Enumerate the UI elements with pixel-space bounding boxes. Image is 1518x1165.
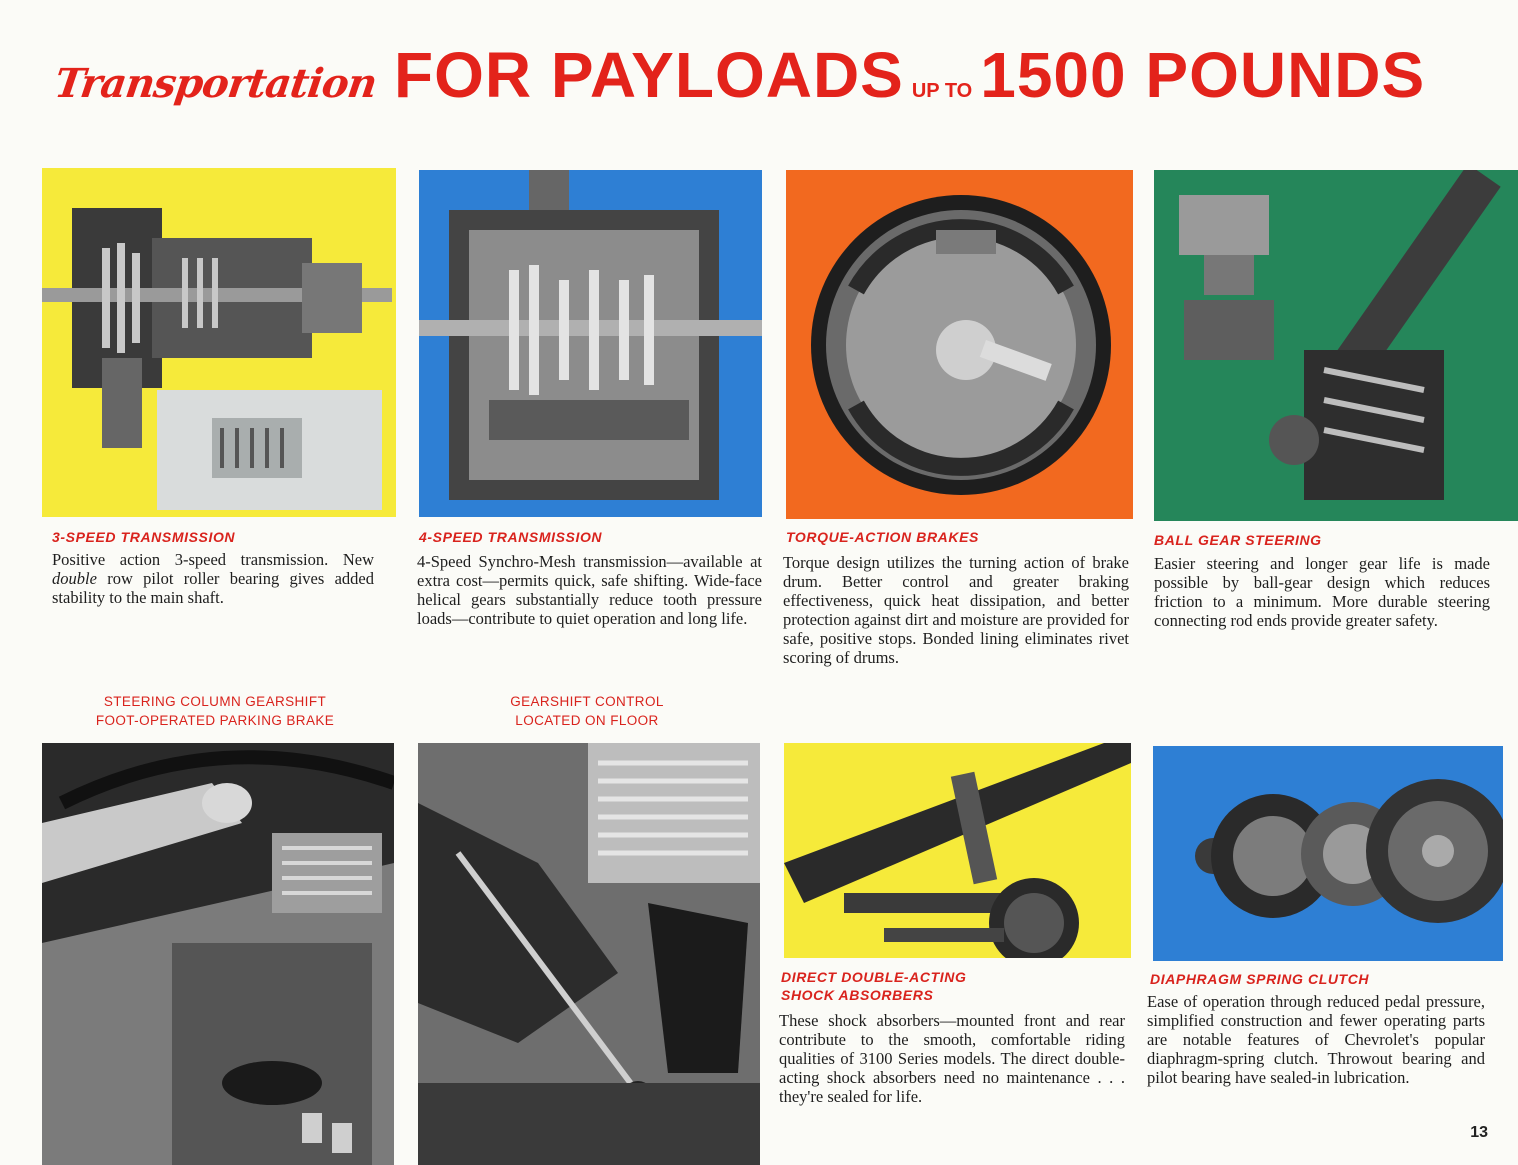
steering-column-photo xyxy=(42,743,394,1165)
shock-absorber-illustration xyxy=(784,743,1131,958)
title-main-1: FOR PAYLOADS xyxy=(394,39,904,111)
clutch-illustration xyxy=(1153,746,1503,961)
transmission-4speed-illustration xyxy=(419,170,762,517)
caption-steering: BALL GEAR STEERING xyxy=(1154,532,1322,548)
page-number: 13 xyxy=(1470,1124,1488,1141)
emphasis-double: double xyxy=(52,569,97,588)
text-4speed: 4-Speed Synchro-Mesh transmission—available at extra cost—permits quick, safe shifting. Wide-face helical gears substantially reduce tooth pressure loads—contribute to quiet operation and long life. xyxy=(417,552,762,628)
text-3speed: Positive action 3-speed transmission. New double row pilot roller bearing gives added stability to the main shaft. xyxy=(52,550,374,607)
floor-gearshift-photo xyxy=(418,743,760,1165)
caption-4speed: 4-SPEED TRANSMISSION xyxy=(419,529,603,545)
brakes-illustration xyxy=(786,170,1133,519)
title-small: UP TO xyxy=(911,80,973,102)
text-clutch: Ease of operation through reduced pedal pressure, simplified construction and fewer operating parts are notable features of Chevrolet's popular diaphragm-spring clutch. Throwout bearing and pilot bearing have sealed-in lubrication. xyxy=(1147,992,1485,1087)
caption-shock-absorbers: DIRECT DOUBLE-ACTING SHOCK ABSORBERS xyxy=(781,969,967,1003)
caption-brakes: TORQUE-ACTION BRAKES xyxy=(786,529,979,545)
caption-clutch: DIAPHRAGM SPRING CLUTCH xyxy=(1150,971,1370,987)
text-steering: Easier steering and longer gear life is made possible by ball-gear design which reduces friction to a minimum. More durable steering connecting rod ends provide greater safety. xyxy=(1154,554,1490,630)
text-shock-absorbers: These shock absorbers—mounted front and rear contribute to the smooth, comfortable riding qualities of 3100 Series models. The direct double-acting shock absorbers need no maintenance . . . they're sealed for life. xyxy=(779,1011,1125,1106)
caption-3speed: 3-SPEED TRANSMISSION xyxy=(52,529,236,545)
page-title xyxy=(51,38,1426,128)
photo-caption-steering-column: STEERING COLUMN GEARSHIFT FOOT-OPERATED PARKING BRAKE xyxy=(95,694,335,728)
text-brakes: Torque design utilizes the turning action of brake drum. Better control and greater braking effectiveness, quick heat dissipation, and better protection against dirt and moisture are provided for safe, positive stops. Bonded lining eliminates rivet scoring of drums. xyxy=(783,553,1129,667)
title-main-2: 1500 POUNDS xyxy=(980,39,1426,111)
photo-caption-floor-gearshift: GEARSHIFT CONTROL LOCATED ON FLOOR xyxy=(510,694,664,728)
transmission-3speed-illustration xyxy=(42,168,396,517)
title-script-word: Transportation xyxy=(51,60,380,107)
steering-illustration xyxy=(1154,170,1518,521)
